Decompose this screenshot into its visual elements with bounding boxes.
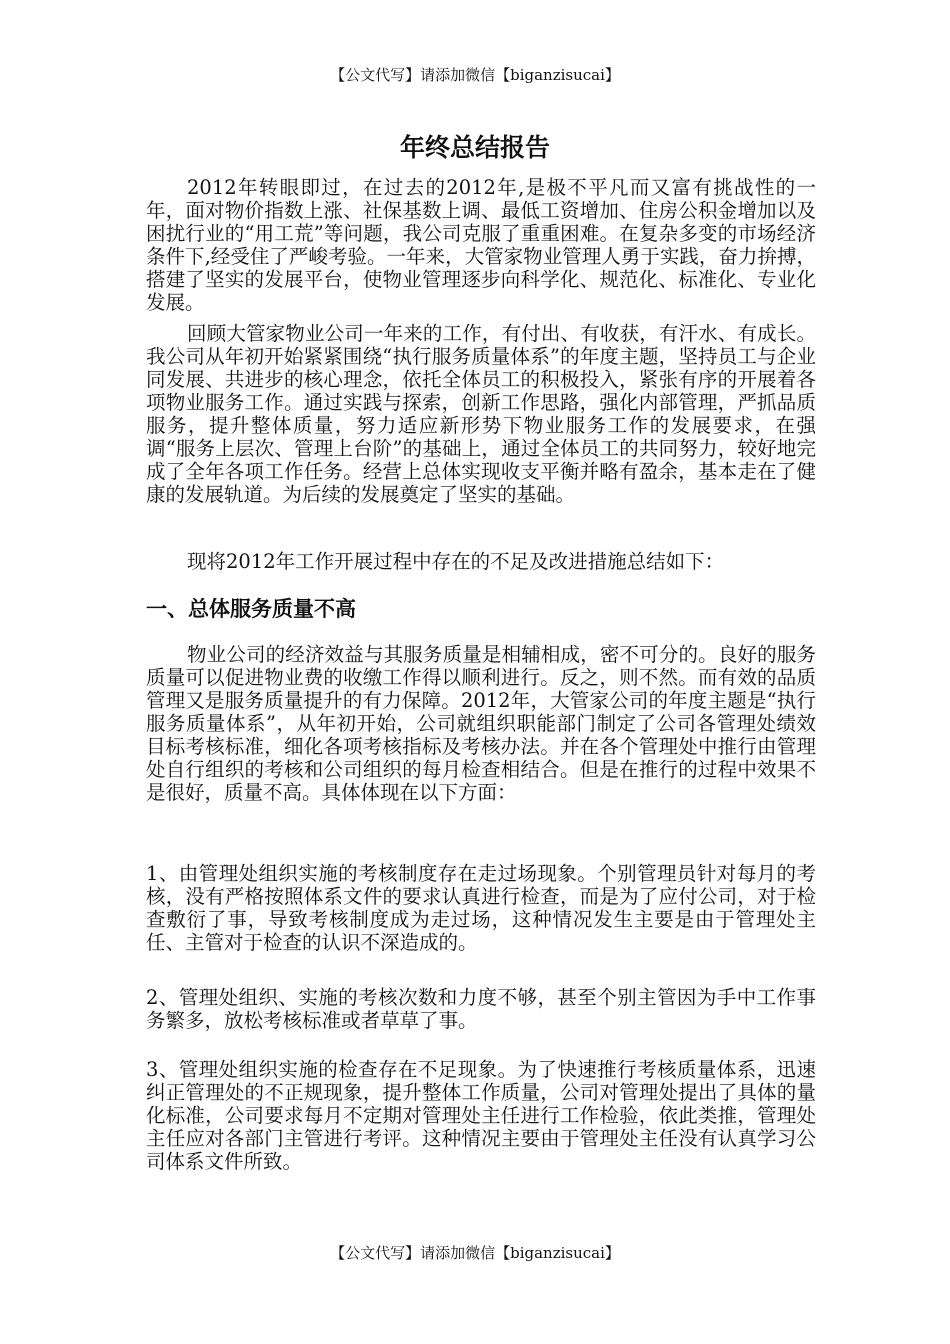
section-1-item-3: 3、管理处组织实施的检查存在不足现象。为了快速推行考核质量体系，迅速纠正管理处的不正规现象，提升整体工作质量，公司对管理处提出了具体的量化标准，公司要求每月不定期对管理处主任进行工作检验，依此类推，管理处主任应对各部门主管进行考评。这种情况主要由于管理处主任没有认真学习公司体系文件所致。 — [146, 1058, 816, 1173]
intro-paragraph-2: 回顾大管家物业公司一年来的工作，有付出、有收获，有汗水、有成长。我公司从年初开始紧紧围绕“执行服务质量体系”的年度主题，坚持员工与企业同发展、共进步的核心理念，依托全体员工的积极投入，紧张有序的开展着各项物业服务工作。通过实践与探索，创新工作思路，强化内部管理，严抓品质服务，提升整体质量，努力适应新形势下物业服务工作的发展要求，在强调“服务上层次、管理上台阶”的基础上，通过全体员工的共同努力，较好地完成了全年各项工作任务。经营上总体实现收支平衡并略有盈余，基本走在了健康的发展轨道。为后续的发展奠定了坚实的基础。 — [146, 322, 816, 506]
section-1-item-2: 2、管理处组织、实施的考核次数和力度不够，甚至个别主管因为手中工作事务繁多，放松考核标准或者草草了事。 — [146, 986, 816, 1032]
intro-paragraph-3: 现将2012年工作开展过程中存在的不足及改进措施总结如下： — [187, 550, 725, 573]
section-1-body: 物业公司的经济效益与其服务质量是相辅相成，密不可分的。良好的服务质量可以促进物业费的收缴工作得以顺利进行。反之，则不然。而有效的品质管理又是服务质量提升的有力保障。2012年，大管家公司的年度主题是“执行服务质量体系”，从年初开始，公司就组织职能部门制定了公司各管理处绩效目标考核标准，细化各项考核指标及考核办法。并在各个管理处中推行由管理处自行组织的考核和公司组织的每月检查相结合。但是在推行的过程中效果不是很好，质量不高。具体体现在以下方面： — [146, 643, 816, 804]
document-title: 年终总结报告 — [399, 133, 550, 162]
page-header: 【公文代写】请添加微信【biganzisucai】 — [330, 66, 620, 84]
page-footer: 【公文代写】请添加微信【biganzisucai】 — [330, 1244, 620, 1262]
intro-paragraph-1: 2012年转眼即过，在过去的2012年,是极不平凡而又富有挑战性的一年，面对物价指数上涨、社保基数上调、最低工资增加、住房公积金增加以及困扰行业的“用工荒”等问题，我公司克服了重重困难。在复杂多变的市场经济条件下,经受住了严峻考验。一年来，大管家物业管理人勇于实践，奋力拚搏，搭建了坚实的发展平台，使物业管理逐步向科学化、规范化、标准化、专业化发展。 — [146, 176, 816, 314]
section-heading-1: 一、总体服务质量不高 — [146, 597, 356, 621]
section-1-item-1: 1、由管理处组织实施的考核制度存在走过场现象。个别管理员针对每月的考核，没有严格按照体系文件的要求认真进行检查，而是为了应付公司，对于检查敷衍了事，导致考核制度成为走过场，这种情况发生主要是由于管理处主任、主管对于检查的认识不深造成的。 — [146, 862, 816, 954]
